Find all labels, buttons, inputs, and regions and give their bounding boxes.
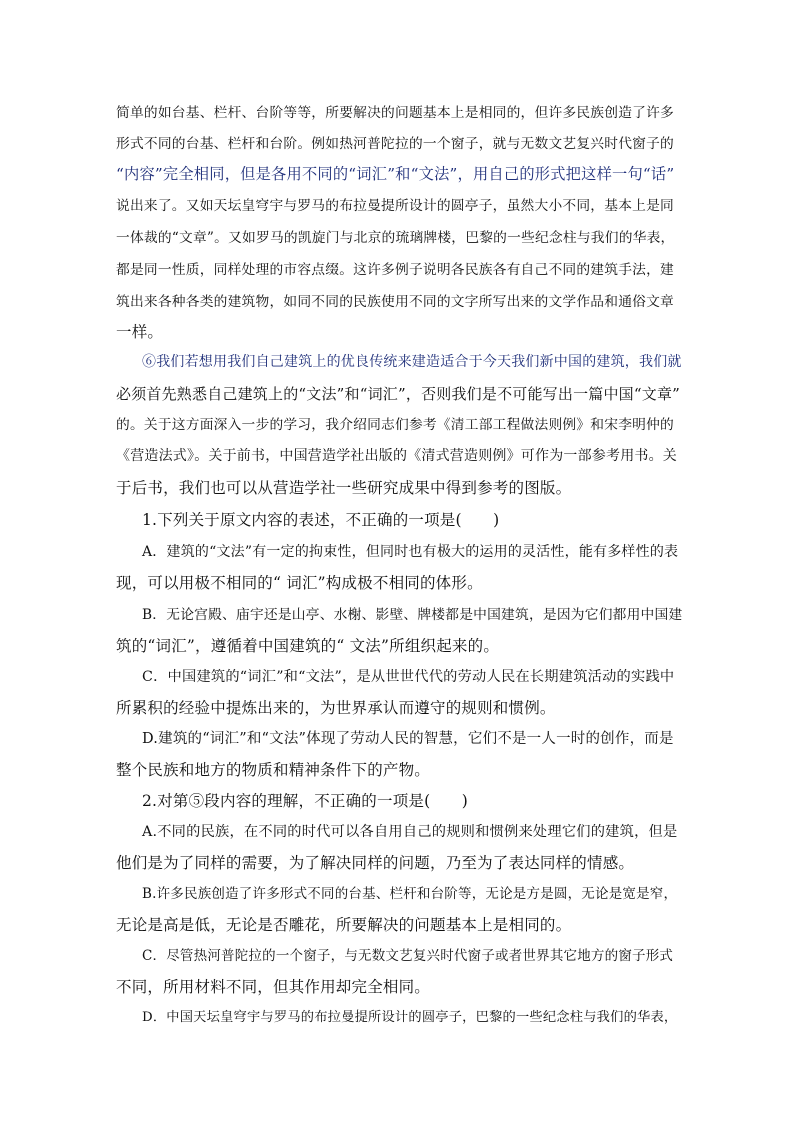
question-1-option-a: A．建筑的“文法”有一定的拘束性，但同时也有极大的运用的灵活性，能有多样性的表 bbox=[142, 544, 679, 560]
question-1-option-c: 所累积的经验中提炼出来的，为世界承认而遵守的规则和惯例。 bbox=[116, 699, 556, 717]
text-line: 筑出来各种各类的建筑物，如同不同的民族使用不同的文字所写出来的文学作品和通俗文章 bbox=[116, 294, 675, 310]
question-2-stem: 2.对第⑤段内容的理解，不正确的一项是( ) bbox=[142, 792, 468, 810]
text-line: 一样。 bbox=[116, 323, 164, 341]
question-2-option-b: B.许多民族创造了许多形式不同的台基、栏杆和台阶等，无论是方是圆，无论是宽是窄， bbox=[142, 886, 678, 902]
text-line: 都是同一性质，同样处理的市容点缀。这许多例子说明各民族各有自己不同的建筑手法，建 bbox=[116, 262, 675, 278]
paragraph-6-line: 的。关于这方面深入一步的学习，我介绍同志们参考《清工部工程做法则例》和宋李明仲的 bbox=[116, 417, 675, 433]
paragraph-6-line: 必须首先熟悉自己建筑上的“文法”和“词汇”，否则我们是不可能写出一篇中国“文章” bbox=[116, 385, 681, 403]
question-1-option-d: 整个民族和地方的物质和精神条件下的产物。 bbox=[116, 761, 431, 779]
paragraph-6-line: 于后书，我们也可以从营造学社一些研究成果中得到参考的图版。 bbox=[116, 479, 572, 497]
question-2-option-b: 无论是高是低，无论是否雕花，所要解决的问题基本上是相同的。 bbox=[116, 916, 572, 934]
question-1-option-b: 筑的“词汇”，遵循着中国建筑的“ 文法”所组织起来的。 bbox=[116, 637, 500, 655]
text-line: 说出来了。又如天坛皇穹宇与罗马的布拉曼提所设计的圆亭子，虽然大小不同，基本上是同 bbox=[116, 198, 675, 214]
question-2-option-d: D．中国天坛皇穹宇与罗马的布拉曼提所设计的圆亭子，巴黎的一些纪念柱与我们的华表， bbox=[142, 1010, 678, 1025]
text-line: 一体裁的“文章”。又如罗马的凯旋门与北京的琉璃牌楼，巴黎的一些纪念柱与我们的华表， bbox=[116, 230, 675, 246]
question-2-option-c: C．尽管热河普陀拉的一个窗子，与无数文艺复兴时代窗子或者世界其它地方的窗子形式 bbox=[142, 948, 674, 964]
question-2-option-a: A.不同的民族，在不同的时代可以各自用自己的规则和惯例来处理它们的建筑，但是 bbox=[142, 824, 678, 840]
question-2-option-a: 他们是为了同样的需要，为了解决同样的问题，乃至为了表达同样的情感。 bbox=[116, 854, 635, 872]
question-2-option-c: 不同，所用材料不同，但其作用却完全相同。 bbox=[116, 978, 431, 996]
paragraph-6-line: 《营造法式》。关于前书，中国营造学社出版的《清式营造则例》可作为一部参考用书。关 bbox=[116, 448, 677, 464]
text-line: 简单的如台基、栏杆、台阶等等，所要解决的问题基本上是相同的，但许多民族创造了许多 bbox=[116, 105, 675, 121]
question-1-stem: 1.下列关于原文内容的表述，不正确的一项是( ) bbox=[142, 511, 500, 529]
paragraph-6-line: ⑥我们若想用我们自己建筑上的优良传统来建造适合于今天我们新中国的建筑，我们就 bbox=[142, 354, 682, 370]
text-line: 形式不同的台基、栏杆和台阶。例如热河普陀拉的一个窗子，就与无数文艺复兴时代窗子的 bbox=[116, 136, 675, 152]
text-line: “内容”完全相同，但是各用不同的“词汇”和“文法”，用自己的形式把这样一句“话” bbox=[116, 165, 675, 183]
question-1-option-b: B．无论宫殿、庙宇还是山亭、水榭、影壁、牌楼都是中国建筑，是因为它们都用中国建 bbox=[142, 607, 683, 623]
question-1-option-c: C．中国建筑的“词汇”和“文法”，是从世世代代的劳动人民在长期建筑活动的实践中 bbox=[142, 669, 675, 685]
question-1-option-d: D.建筑的“词汇”和“文法”体现了劳动人民的智慧，它们不是一人一时的创作，而是 bbox=[142, 731, 674, 747]
question-1-option-a: 现，可以用极不相同的“ 词汇”构成极不相同的体形。 bbox=[116, 574, 483, 592]
